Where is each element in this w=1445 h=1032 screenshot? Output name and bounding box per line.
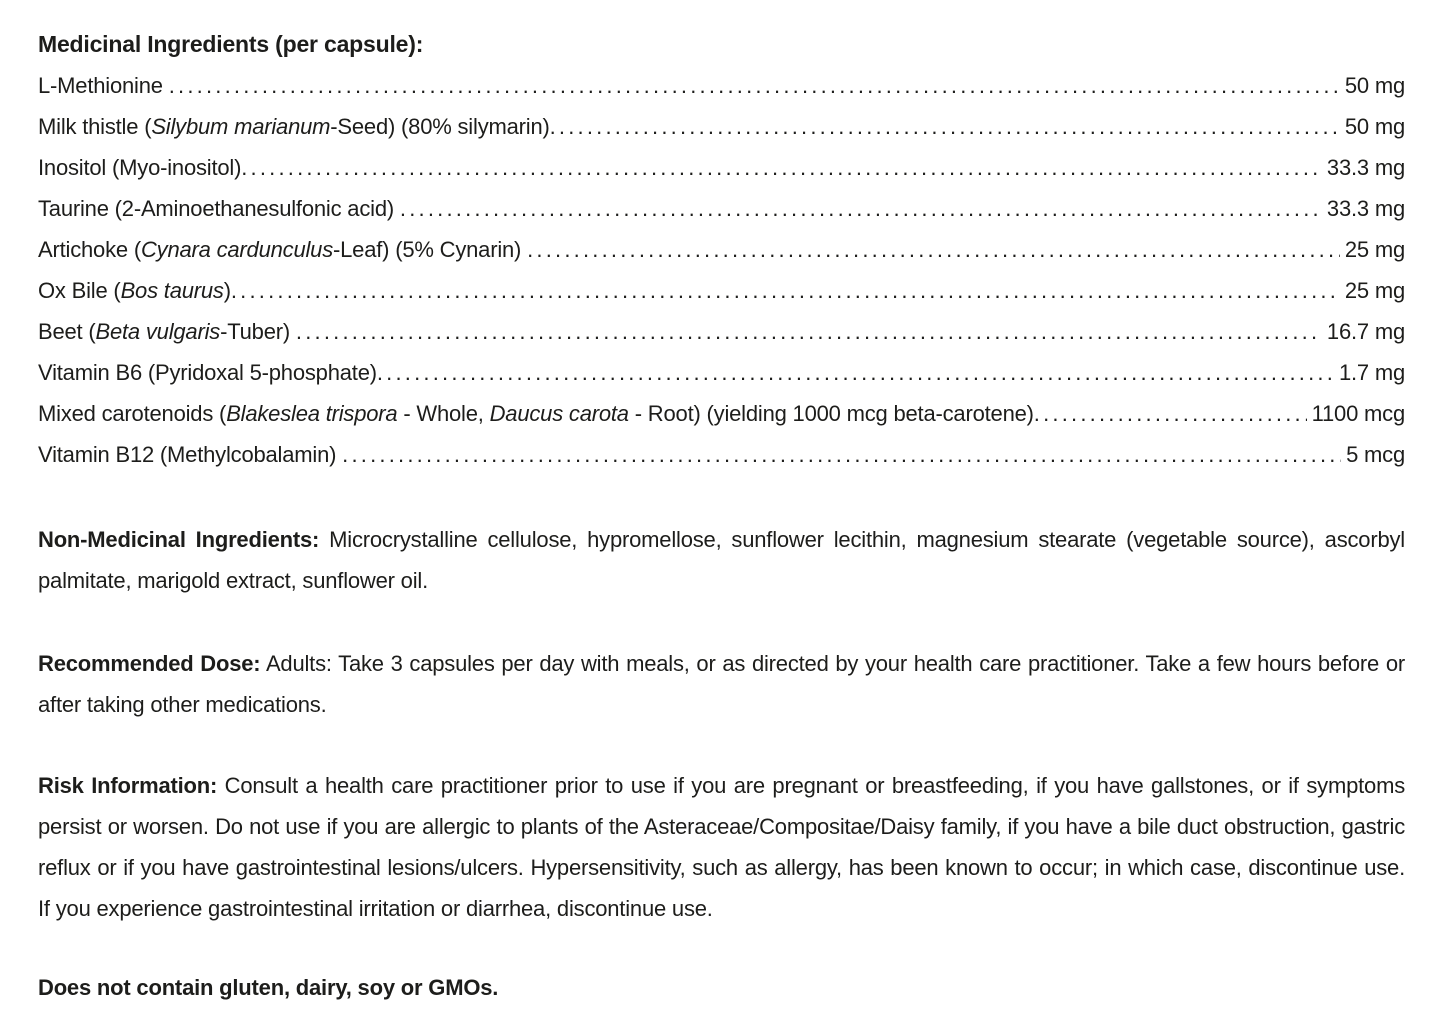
- ingredient-amount: 16.7 mg: [1326, 319, 1405, 344]
- ingredient-row: [38, 393, 1405, 434]
- ingredient-name: Mixed carotenoids (Blakeslea trispora - Whole, Daucus carota - Root) (yielding 1000 mcg beta-carotene): [38, 401, 1034, 426]
- ingredient-name: Vitamin B12 (Methylcobalamin): [38, 442, 343, 467]
- ingredient-row: [38, 434, 1405, 475]
- dot-leader: [550, 106, 1340, 147]
- ingredient-amount: 25 mg: [1344, 278, 1405, 303]
- recommended-dose-paragraph: [38, 643, 1405, 725]
- dot-leader: [1034, 393, 1307, 434]
- ingredient-amount: 33.3 mg: [1326, 155, 1405, 180]
- medicinal-ingredients-list: [38, 65, 1405, 475]
- ingredient-row: [38, 352, 1405, 393]
- dot-leader: [342, 434, 1341, 475]
- ingredient-row: [38, 65, 1405, 106]
- ingredient-amount: 50 mg: [1344, 114, 1405, 139]
- ingredient-row: [38, 188, 1405, 229]
- ingredient-amount: 25 mg: [1344, 237, 1405, 262]
- dot-leader: [400, 188, 1322, 229]
- dot-leader: [296, 311, 1322, 352]
- dot-leader: [377, 352, 1334, 393]
- recommended-dose-text: Adults: Take 3 capsules per day with meals, or as directed by your health care practitioner. Take a few hours before or after taking other medications.: [38, 651, 1405, 717]
- ingredient-name: Taurine (2-Aminoethanesulfonic acid): [38, 196, 400, 221]
- recommended-dose-label: Recommended Dose:: [38, 651, 261, 676]
- dot-leader: [231, 270, 1340, 311]
- ingredient-row: [38, 270, 1405, 311]
- ingredient-amount: 1100 mcg: [1311, 401, 1405, 426]
- non-medicinal-label: Non-Medicinal Ingredients:: [38, 527, 320, 552]
- ingredient-amount: 5 mcg: [1346, 442, 1405, 467]
- medicinal-ingredients-heading: Medicinal Ingredients (per capsule):: [38, 31, 424, 57]
- risk-information-text: Consult a health care practitioner prior to use if you are pregnant or breastfeeding, if you have gallstones, or if symptoms persist or worsen. Do not use if you are allergic to plants of the Asteraceae/Compositae/Daisy family, if you have a bile duct obstruction, gastric reflux or if you have gastrointestinal lesions/ulcers. Hypersensitivity, such as allergy, has been known to occur; in which case, discontinue use. If you experience gastrointestinal irritation or diarrhea, discontinue use.: [38, 773, 1406, 921]
- ingredient-amount: 33.3 mg: [1326, 196, 1405, 221]
- non-medicinal-text: Microcrystalline cellulose, hypromellose, sunflower lecithin, magnesium stearate (vegetable source), ascorbyl palmitate, marigold extract, sunflower oil.: [38, 527, 1405, 593]
- ingredient-amount: 1.7 mg: [1338, 360, 1405, 385]
- ingredient-row: [38, 311, 1405, 352]
- ingredient-row: [38, 106, 1405, 147]
- risk-information-label: Risk Information:: [38, 773, 218, 798]
- does-not-contain-statement: Does not contain gluten, dairy, soy or GMOs.: [38, 975, 499, 1000]
- non-medicinal-paragraph: [38, 519, 1405, 601]
- ingredient-name: L-Methionine: [38, 73, 169, 98]
- ingredient-name: Artichoke (Cynara cardunculus-Leaf) (5% Cynarin): [38, 237, 528, 262]
- ingredient-name: Ox Bile (Bos taurus): [38, 278, 231, 303]
- ingredient-row: [38, 229, 1405, 270]
- dot-leader: [241, 147, 1322, 188]
- ingredient-name: Milk thistle (Silybum marianum-Seed) (80% silymarin): [38, 114, 550, 139]
- ingredient-name: Inositol (Myo-inositol): [38, 155, 242, 180]
- dot-leader: [527, 229, 1340, 270]
- ingredient-row: [38, 147, 1405, 188]
- ingredient-name: Beet (Beta vulgaris-Tuber): [38, 319, 296, 344]
- ingredient-amount: 50 mg: [1344, 73, 1405, 98]
- ingredient-name: Vitamin B6 (Pyridoxal 5-phosphate): [38, 360, 377, 385]
- dot-leader: [169, 65, 1340, 106]
- risk-information-paragraph: [38, 765, 1405, 929]
